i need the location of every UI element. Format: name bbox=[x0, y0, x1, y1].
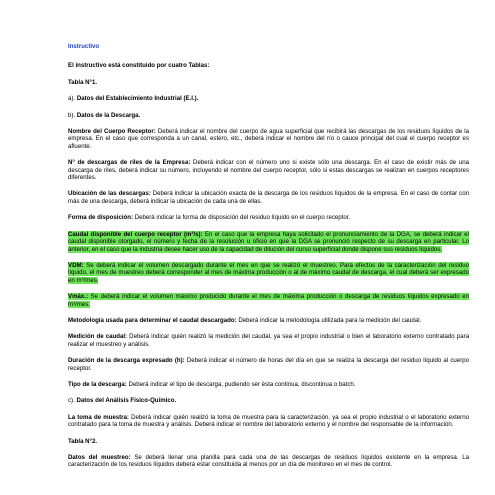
term-text: Deberá indicar el nombre del cuerpo de agua superficial que recibirá las descargas de los residuos líquidos de la empresa. En el caso que corresponda a un canal, estero, etc., deberá indicar el nombre del río o cauce principal del cual el cuerpo receptor es afluente. bbox=[68, 128, 469, 150]
paragraph-tipo-descarga bbox=[68, 381, 469, 388]
term-label: Vmáx.: bbox=[68, 293, 88, 301]
term-text: Deberá indicar el número de horas del día en que se realiza la descarga del residuo líquido al cuerpo receptor. bbox=[68, 357, 469, 372]
term-text: Deberá indicar quién realizó la medición del caudal, ya sea el propio industrial o bien el laboratorio externo contratado para realizar el muestreo y análisis. bbox=[68, 333, 469, 348]
paragraph-forma-disposicion bbox=[68, 214, 469, 221]
doc-title: Instructivo bbox=[68, 43, 100, 50]
term-text: Se deberá indicar el volumen descargado durante el mes en que se realizó el muestreo. Para efectos de la caracterización del residuo líquido, el mes de muestreo deberá corresponder al mes de máxima producción o al de máximo caudal de descarga, el cual deberá ser expresado en m³/mes. bbox=[68, 261, 469, 284]
table-2-heading: Tabla N°2. bbox=[68, 437, 98, 445]
section-c bbox=[68, 397, 469, 404]
term-text: Deberá indicar quién realizó la toma de muestra para la caracterización, ya sea el propio industrial o el laboratorio externo contratado para la toma de muestra y análisis. Deberá indicar el nombre del laboratorio externo y el nombre del responsable de la información. bbox=[68, 413, 469, 429]
paragraph-duracion bbox=[68, 357, 469, 372]
paragraph-cuerpo-receptor bbox=[68, 128, 469, 150]
section-c-label: c). Datos del Análisis Físico-Químico. bbox=[68, 397, 177, 405]
paragraph-metodologia bbox=[68, 317, 469, 324]
paragraph-medicion-caudal bbox=[68, 333, 469, 348]
highlighted-text bbox=[68, 262, 469, 284]
term-label: VDM: bbox=[68, 261, 84, 269]
term-label: Tipo de la descarga: bbox=[68, 380, 127, 388]
section-b bbox=[68, 112, 469, 119]
term-text: Se deberá llenar una planilla para cada una de las descargas de residuos líquidos existente en la empresa. La caracterización de los residuos líquidos deberá estar constituida al menos por un día de monitoreo en el mes de control. bbox=[68, 454, 469, 469]
term-text: Se deberá indicar el volumen máximo producido durante el mes de máxima producción o descarga de residuos líquidos expresado en m³/mes. bbox=[68, 293, 469, 308]
table-1-heading: Tabla N°1. bbox=[68, 78, 98, 86]
term-text: Deberá indicar la forma de disposición del residuo líquido en el cuerpo receptor. bbox=[133, 214, 351, 222]
paragraph-vdm bbox=[68, 262, 469, 284]
section-a bbox=[68, 95, 469, 102]
term-text: Deberá indicar la metodología utilizada para la medición del caudal. bbox=[236, 316, 422, 324]
term-text: Deberá indicar el tipo de descarga, pudiendo ser ésta continua, discontinua o batch. bbox=[126, 380, 356, 388]
highlighted-text bbox=[68, 231, 469, 253]
intro-line: El instructivo está constituido por cuatro Tablas: bbox=[68, 62, 210, 70]
term-label: Metodología usada para determinar el caudal descargado: bbox=[68, 316, 237, 324]
term-label: N° de descargas de riles de la Empresa: bbox=[68, 159, 191, 167]
term-text: Deberá indicar con el número uno si existe sólo una descarga. En el caso de existir más de una descarga de riles, deberá indicar su número, incluyendo el nombre del cuerpo receptor, sólo si estas descargas se realizan en cuerpos receptores diferentes. bbox=[68, 159, 469, 182]
term-text: Deberá indicar la ubicación exacta de la descarga de los residuos líquidos de la empresa. En el caso de contar con más de una descarga, deberá indicar la ubicación de cada una de ellas. bbox=[68, 190, 469, 205]
highlighted-text bbox=[68, 293, 469, 307]
term-label: Caudal disponible del cuerpo receptor (m³/s): bbox=[68, 230, 203, 238]
paragraph-vmax bbox=[68, 293, 469, 308]
paragraph-toma-muestra bbox=[68, 414, 469, 429]
term-label: Datos del muestreo: bbox=[68, 454, 131, 461]
term-label: Medición de caudal: bbox=[68, 333, 128, 341]
paragraph-num-descargas bbox=[68, 159, 469, 181]
section-b-label: b). Datos de la Descarga. bbox=[68, 111, 141, 119]
paragraph-caudal-disponible bbox=[68, 231, 469, 253]
term-label: Forma de disposición: bbox=[68, 214, 134, 222]
section-a-label: a). Datos del Establecimiento Industrial (E.I.). bbox=[68, 95, 199, 103]
paragraph-datos-muestreo bbox=[68, 454, 469, 469]
term-label: Nombre del Cuerpo Receptor: bbox=[68, 128, 156, 136]
paragraph-ubicacion bbox=[68, 190, 469, 205]
term-label: La toma de muestra: bbox=[68, 413, 129, 421]
term-label: Duración de la descarga expresado (h): bbox=[68, 357, 185, 365]
term-label: Ubicación de las descargas: bbox=[68, 190, 151, 198]
term-text: En el caso que la empresa haya solicitado el pronunciamiento de la DGA, se deberá indicar el caudal disponible otorgado, el número y fecha de la resolución u oficio en que la DGA se pronunció respecto de su descarga en particular. Lo anterior, en el caso que la industria desee hacer uso de la capacidad de dilución del curso superficial donde dispone sus residuos líquidos. bbox=[68, 230, 469, 253]
